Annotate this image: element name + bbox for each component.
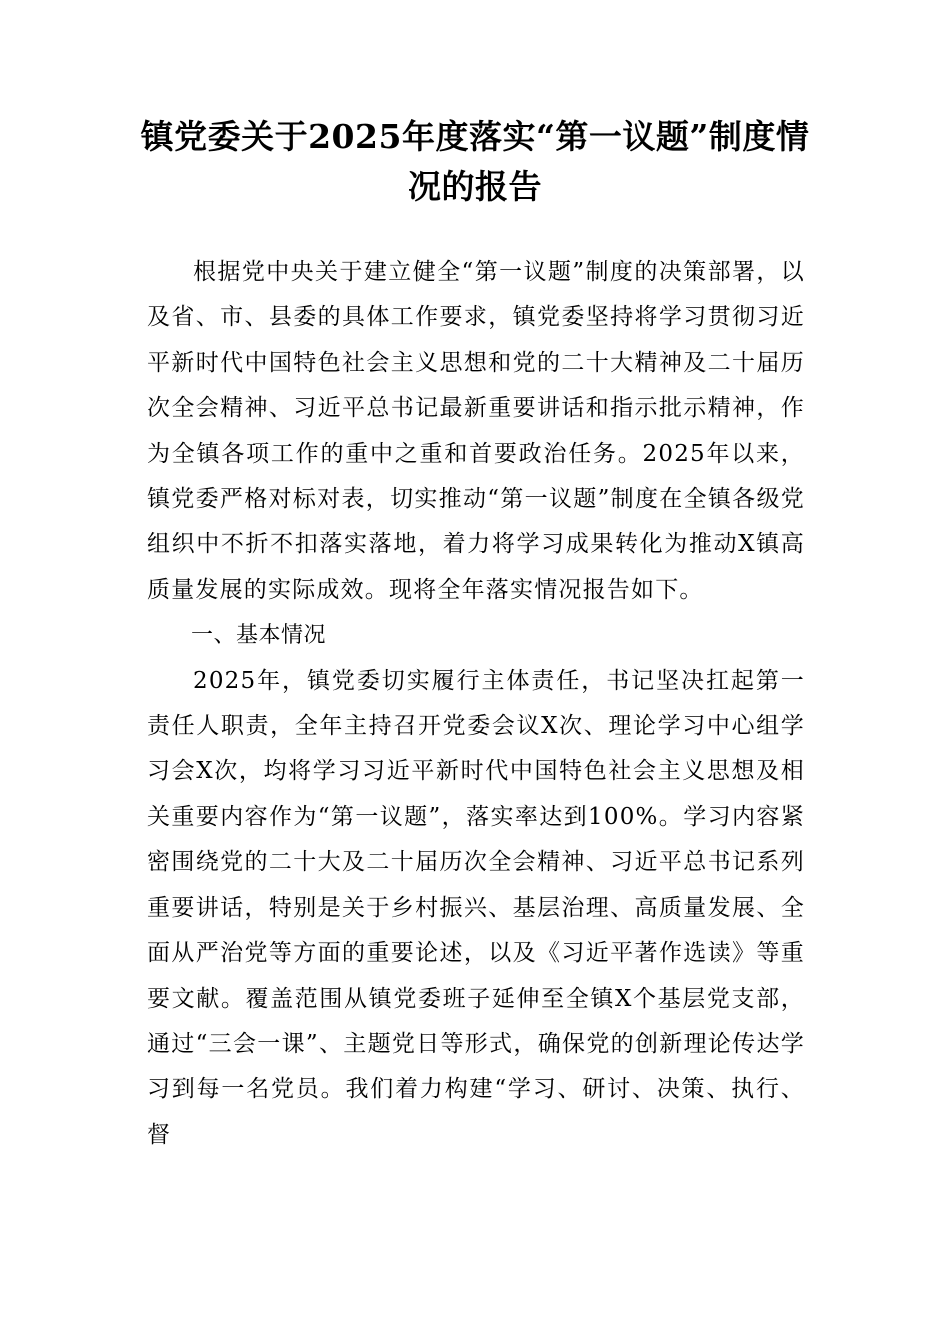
document-body [147, 250, 805, 1158]
basic-situation-paragraph: 2025年，镇党委切实履行主体责任，书记坚决扛起第一责任人职责，全年主持召开党委会议X次、理论学习中心组学习会X次，均将学习习近平新时代中国特色社会主义思想及相关重要内容作为“第一议题”，落实率达到100%。学习内容紧密围绕党的二十大及二十届历次全会精神、习近平总书记系列重要讲话，特别是关于乡村振兴、基层治理、高质量发展、全面从严治党等方面的重要论述，以及《习近平著作选读》等重要文献。覆盖范围从镇党委班子延伸至全镇X个基层党支部，通过“三会一课”、主题党日等形式，确保党的创新理论传达学习到每一名党员。我们着力构建“学习、研讨、决策、执行、督 [147, 667, 805, 1148]
intro-paragraph: 根据党中央关于建立健全“第一议题”制度的决策部署，以及省、市、县委的具体工作要求，镇党委坚持将学习贯彻习近平新时代中国特色社会主义思想和党的二十大精神及二十届历次全会精神、习近平总书记最新重要讲话和指示批示精神，作为全镇各项工作的重中之重和首要政治任务。2025年以来，镇党委严格对标对表，切实推动“第一议题”制度在全镇各级党组织中不折不扣落实落地，着力将学习成果转化为推动X镇高质量发展的实际成效。现将全年落实情况报告如下。 [147, 259, 805, 603]
document-title: 镇党委关于2025年度落实“第一议题”制度情况的报告 [140, 117, 810, 206]
section-heading-basic-situation: 一、基本情况 [191, 623, 327, 649]
